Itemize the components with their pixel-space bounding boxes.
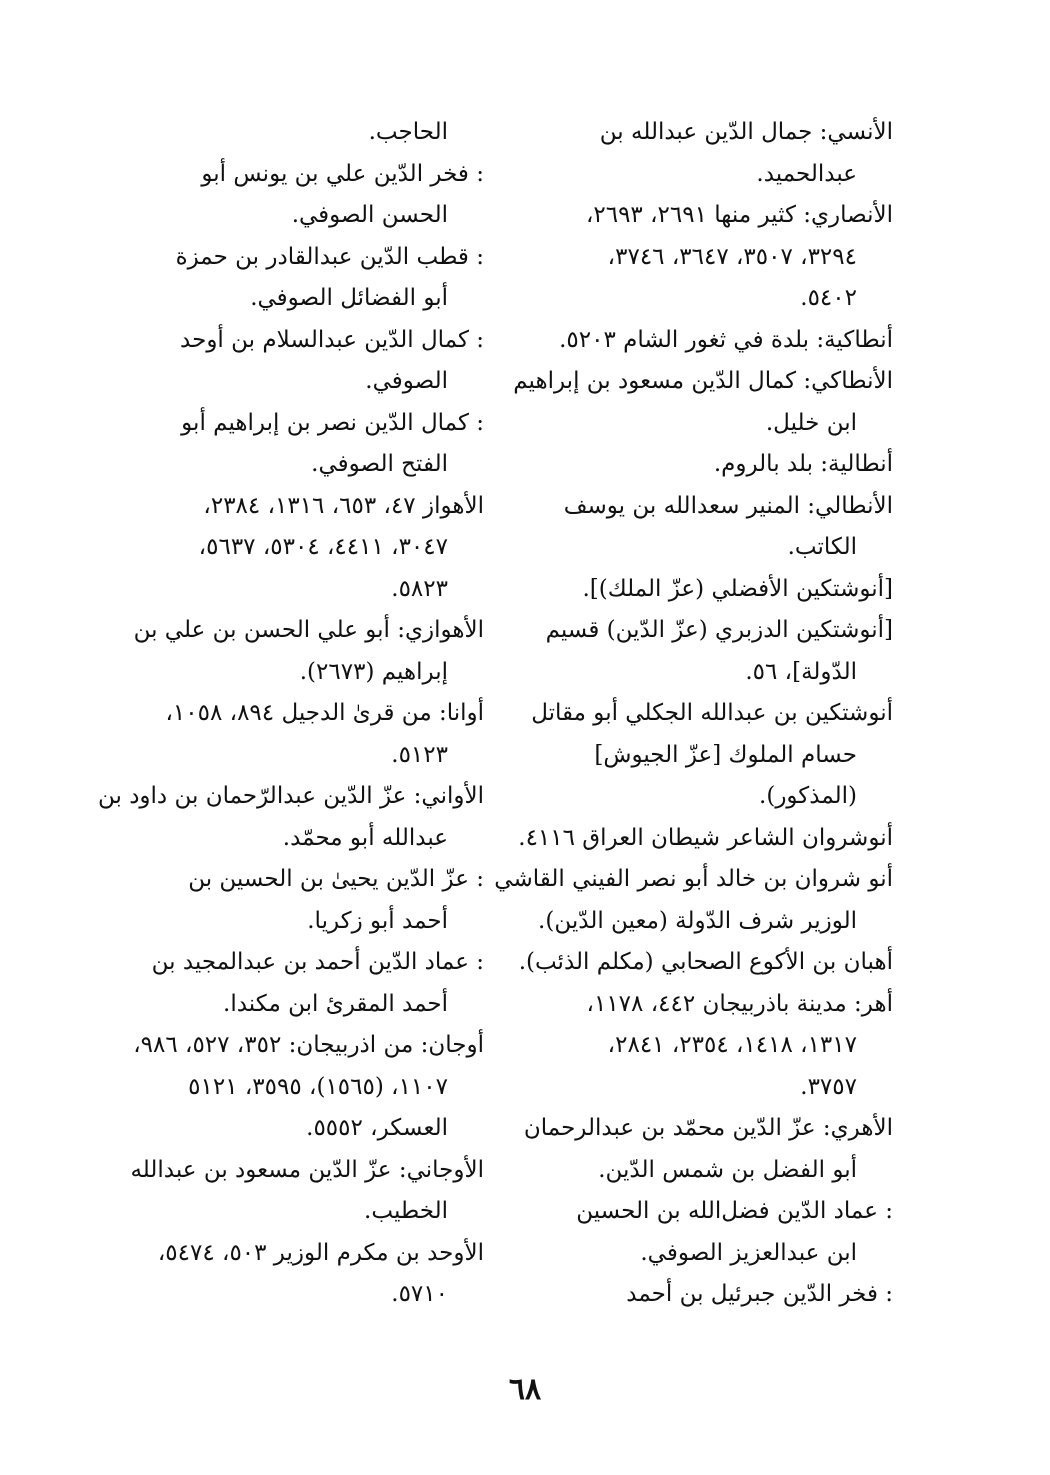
index-line: الحاجب. [368, 119, 448, 145]
index-line: : عماد الدّين فضل‌الله بن الحسين [576, 1198, 893, 1224]
index-line: ٥٨٢٣. [391, 575, 448, 602]
index-line: أوانا: من قرىٰ الدجيل ٨٩٤، ١٠٥٨، [165, 700, 484, 726]
index-line: : عماد الدّين أحمد بن عبدالمجيد بن [151, 949, 484, 975]
index-line: ٣٢٩٤، ٣٥٠٧، ٣٦٤٧، ٣٧٤٦، [607, 243, 857, 270]
index-line: : كمال الدّين عبدالسلام بن أوحد [180, 326, 484, 353]
index-line: [أنوشتكين الدزبري (عزّ الدّين) قسيم [545, 617, 893, 643]
index-line: ٥١٢٣. [391, 741, 448, 768]
index-line: إبراهيم (٢٦٧٣). [299, 658, 448, 685]
index-line: ٥٧١٠. [391, 1281, 448, 1307]
page-number: ٦٨ [508, 1372, 542, 1407]
index-line: (المذكور). [759, 783, 857, 809]
index-line: الفتح الصوفي. [311, 451, 448, 477]
index-line: الحسن الصوفي. [291, 202, 448, 228]
index-line: أهر: مدينة باذربيجان ٤٤٢، ١١٧٨، [586, 990, 893, 1017]
index-line: الأهوازي: أبو علي الحسن بن علي بن [133, 617, 484, 643]
right-column [494, 112, 893, 1316]
index-line: : قطب الدّين عبدالقادر بن حمزة [175, 243, 484, 270]
index-line: أحمد المقرئ ابن مكندا. [223, 990, 448, 1017]
index-line: الأنسي: جمال الدّين عبدالله بن [599, 119, 893, 145]
index-line: الصوفي. [365, 368, 448, 394]
index-line: : عزّ الدّين يحيىٰ بن الحسين بن [188, 866, 484, 892]
index-line: ١١٠٧، (١٥٦٥)، ٣٥٩٥، ٥١٢١ [188, 1073, 448, 1100]
index-line: عبدالحميد. [756, 160, 857, 187]
index-line: أهبان بن الأكوع الصحابي (مكلم الذئب). [518, 949, 893, 975]
index-line: العسكر، ٥٥٥٢. [306, 1115, 448, 1141]
index-line: ١٣١٧، ١٤١٨، ٢٣٥٤، ٢٨٤١، [607, 1032, 857, 1058]
index-line: الأنطالي: المنير سعدالله بن يوسف [563, 492, 893, 519]
index-line: [أنوشتكين الأفضلي (عزّ الملك)]. [582, 575, 893, 602]
index-line: عبدالله أبو محمّد. [282, 824, 448, 851]
index-line: الوزير شرف الدّولة (معين الدّين). [538, 907, 857, 934]
index-line: الدّولة]، ٥٦. [745, 658, 857, 685]
index-line: الكاتب. [787, 534, 857, 560]
index-line: : كمال الدّين نصر بن إبراهيم أبو [181, 409, 484, 436]
index-line: : فخر الدّين علي بن يونس أبو [201, 160, 484, 187]
index-line: الأهري: عزّ الدّين محمّد بن عبدالرحمان [523, 1115, 893, 1141]
index-line: ٣٧٥٧. [800, 1073, 857, 1100]
index-line: الخطيب. [364, 1198, 448, 1224]
index-line: حسام الملوك [عزّ الجيوش] [594, 741, 857, 768]
index-line: أوجان: من اذربيجان: ٣٥٢، ٥٢٧، ٩٨٦، [133, 1032, 484, 1058]
index-line: الأواني: عزّ الدّين عبدالرّحمان بن داود بن [97, 783, 484, 809]
index-line: ابن عبدالعزيز الصوفي. [640, 1239, 857, 1266]
index-line: أنطالية: بلد بالروم. [713, 451, 893, 477]
index-line: الأوحد بن مكرم الوزير ٥٠٣، ٥٤٧٤، [157, 1239, 484, 1266]
index-line: أنوشروان الشاعر شيطان العراق ٤١١٦. [518, 824, 893, 851]
left-column [97, 112, 484, 1316]
index-line: أحمد أبو زكريا. [307, 907, 448, 934]
index-line: أبو الفضائل الصوفي. [250, 285, 448, 311]
index-line: الأهواز ٤٧، ٦٥٣، ١٣١٦، ٢٣٨٤، [203, 492, 484, 519]
index-line: أبو الفضل بن شمس الدّين. [598, 1156, 857, 1183]
index-line: الأنصاري: كثير منها ٢٦٩١، ٢٦٩٣، [585, 202, 893, 228]
index-line: الأوجاني: عزّ الدّين مسعود بن عبدالله [130, 1156, 484, 1183]
index-line: أنوشتكين بن عبدالله الجكلي أبو مقاتل [531, 700, 893, 726]
index-line: أنطاكية: بلدة في ثغور الشام ٥٢٠٣. [559, 326, 893, 353]
index-line: ابن خليل. [765, 409, 857, 436]
index-line: الأنطاكي: كمال الدّين مسعود بن إبراهيم [513, 368, 893, 394]
index-line: : فخر الدّين جبرئيل بن أحمد [626, 1281, 893, 1307]
index-line: ٣٠٤٧، ٤٤١١، ٥٣٠٤، ٥٦٣٧، [198, 534, 448, 560]
index-line: ٥٤٠٢. [800, 285, 857, 311]
index-line: أنو شروان بن خالد أبو نصر الفيني القاشي [494, 866, 893, 892]
